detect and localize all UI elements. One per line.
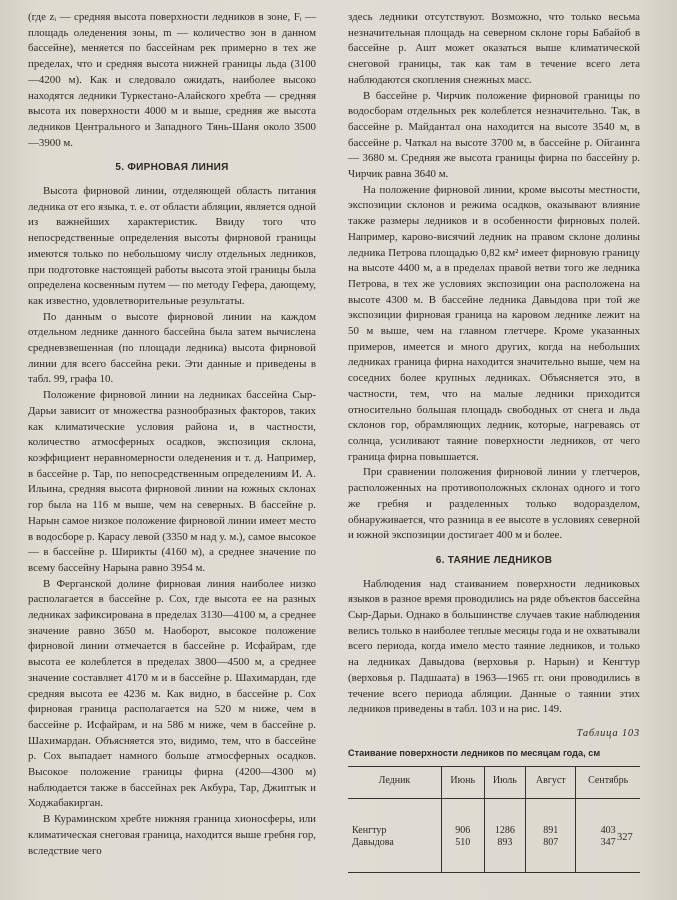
page-number: 327 bbox=[617, 832, 633, 843]
table-cell: Кенгтур bbox=[352, 824, 387, 836]
table-cell: 403 bbox=[576, 798, 640, 837]
header-cell: Август bbox=[526, 767, 576, 799]
table-caption: Стаивание поверхности ледников по месяцам года, см bbox=[348, 747, 601, 758]
left-column bbox=[28, 10, 316, 859]
paragraph: В Кураминском хребте нижняя граница хионосферы, или климатическая снеговая граница, находится выше гребня гор, вследствие чего bbox=[28, 813, 316, 857]
right-column bbox=[348, 10, 640, 873]
section-heading-5: 5. ФИРНОВАЯ ЛИНИЯ bbox=[115, 162, 229, 174]
paragraph: По данным о высоте фирновой линии на каждом отдельном леднике данного бассейна была затем вычислена средневзвешенная (по площади ледника) высота фирновой линии для всего бассейна реки. Эти данные и приведены в табл. 99, графа 10. bbox=[28, 310, 316, 386]
table-cell: 906 bbox=[441, 798, 484, 837]
table-cell: Давыдова bbox=[352, 837, 394, 849]
table-header-row bbox=[348, 767, 640, 799]
table-row bbox=[348, 837, 640, 872]
table-cell: 510 bbox=[441, 837, 484, 872]
section-heading-6: 6. ТАЯНИЕ ЛЕДНИКОВ bbox=[435, 554, 553, 566]
table-number: Таблица 103 bbox=[576, 727, 640, 739]
header-cell: Июнь bbox=[441, 767, 484, 799]
header-cell: Ледник bbox=[348, 767, 441, 799]
paragraph: На положение фирновой линии, кроме высоты местности, экспозиции склонов и режима осадков, оказывают влияние также размеры ледников и в особенности фирновых полей. Например, карово-висячий ледник на правом склоне долины ледника Петрова площадью 0,82 км² имеет фирновую границу на высоте 4400 м, а в пределах правой ветви того же ледника Петрова, в тех же условиях экспозиции она расположена на высоте 4300 м. В бассейне ледника Давыдова при той же экспозиции фирновая граница на каровом леднике лежит на 50 м выше, чем на главном глетчере. Кроме указанных примеров, имеется и много других, когда на небольших ледниках граница фирна находится значительно выше, чем на соседних более крупных ледниках. Объясняется это, в частности, тем, что на малые ледники приходится относительно большая площадь свободных от снега и льда склонов гор, обрамляющих ледник, которые, нагреваясь от солнца, усиливают таяние поверхности ледников, от чего граница фирна повышается. bbox=[348, 183, 640, 463]
table-row bbox=[348, 798, 640, 837]
table-cell: 1286 bbox=[484, 798, 526, 837]
header-cell: Июль bbox=[484, 767, 526, 799]
header-cell: Сентябрь bbox=[576, 767, 640, 799]
paragraph: В Ферганской долине фирновая линия наиболее низко располагается в бассейне р. Сох, где высота ее на разных ледниках зафиксирована в пределах 3130—4100 м, а среднее значение равно 3650 м. Наоборот, высокое положение фирновой линии отмечается в бассейне р. Исфайрам, где высота ее колеблется в пределах 3800—4500 м, а среднее значение составляет 4170 м и в бассейне р. Шахимардан, где средняя высота ее 4236 м. Как видно, в бассейне р. Сох фирновая граница располагается на 520 м ниже, чем в бассейне р. Исфайрам, и на 586 м ниже, чем в бассейне р. Шахимардан. Объясняется это, видимо, тем, что в бассейне р. Сох выпадает намного больше атмосферных осадков. Высокое положение границы фирна (4200—4300 м) наблюдается также в бассейнах рек Акбура, Тар, Джиптык и Ходжабакирган. bbox=[28, 577, 316, 810]
table-cell: 347 bbox=[576, 837, 640, 872]
paragraph: Высота фирновой линии, отделяющей область питания ледника от его языка, т. е. от области абляции, является одной из важнейших характеристик. Ввиду того что непосредственные определения высоты фирновой границы имеются только по небольшому числу отдельных ледников, при подготовке настоящей работы высота этой границы была определена косвенным путем — по методу Гефера, дающему, как известно, удовлетворительные результаты. bbox=[28, 185, 316, 307]
melt-table bbox=[348, 766, 640, 873]
paragraph: Наблюдения над стаиванием поверхности ледниковых языков в разное время проводились на ряде объектов бассейна Сыр-Дарьи. Однако в большинстве случаев такие наблюдения велись только в наиболее теплые месяцы года и не охватывали всего периода, когда имело место таяние ледников, и только на ледниках Давыдова (верховья р. Нарын) и Кенгтур (верховья р. Падшаата) в 1963—1965 гг. они проводились в течение всего периода абляции. Данные о таянии этих ледников приведены в табл. 103 и на рис. 149. bbox=[348, 577, 640, 716]
paragraph: В бассейне р. Чирчик положение фирновой границы по водосборам отдельных рек колеблется незначительно. Так, в бассейне р. Майдантал она находится на высоте 3540 м, в бассейне р. Чаткал на высоте 3700 м, в бассейне р. Ойгаинга — 3680 м. Средняя же высота границы фирна по бассейну р. Чирчик равна 3640 м. bbox=[348, 89, 640, 181]
table-cell: 807 bbox=[526, 837, 576, 872]
table-cell: 893 bbox=[484, 837, 526, 872]
table-cell: 891 bbox=[526, 798, 576, 837]
paragraph: здесь ледники отсутствуют. Возможно, что только весьма незначительная площадь на северном склоне горы Бабайоб в бассейне р. Ашт может оказаться выше климатической снеговой границы, так как там в течение всего лета наблюдаются скопления снежных масс. bbox=[348, 11, 640, 86]
paragraph: При сравнении положения фирновой линии у глетчеров, расположенных на противоположных склонах одного и того же гребня и разделенных только водоразделом, обнаруживается, что разница в ее высоте в условиях северной и южной экспозиции достигает 400 м и более. bbox=[348, 466, 640, 542]
paragraph: Положение фирновой линии на ледниках бассейна Сыр-Дарьи зависит от множества разнообразных факторов, таких как климатические условия района и, в частности, количество атмосферных осадков, экспозиция склона, коэффициент неравномерности оледенения и т. д. Например, в бассейне р. Тар, по непосредственным определениям И. А. Ильина, средняя высота фирновой линии на южных склонах гор была на 116 м выше, чем на северных. В бассейне р. Нарын самое низкое положение фирновой линии имеет место в водосборе р. Карасу левой (3350 м над у. м.), самое высокое — в бассейне р. Ширикты (4160 м), а среднее значение по всему бассейну Нарына равно 3954 м. bbox=[28, 389, 316, 574]
paragraph: (где zᵢ — средняя высота поверхности ледников в зоне, Fᵢ — площадь оледенения зоны, m — количество зон в данном бассейне), меняется по бассейнам рек примерно в тех же пределах, что и средняя высота нижней границы льда (3100—4200 м). Как и следовало ожидать, наиболее высоко находятся ледники Туркестано-Алайского хребта — средняя высота их поверхности 4000 м и выше, средняя же высота ледников Центрального и Западного Тянь-Шаня около 3500—3900 м. bbox=[28, 11, 316, 149]
